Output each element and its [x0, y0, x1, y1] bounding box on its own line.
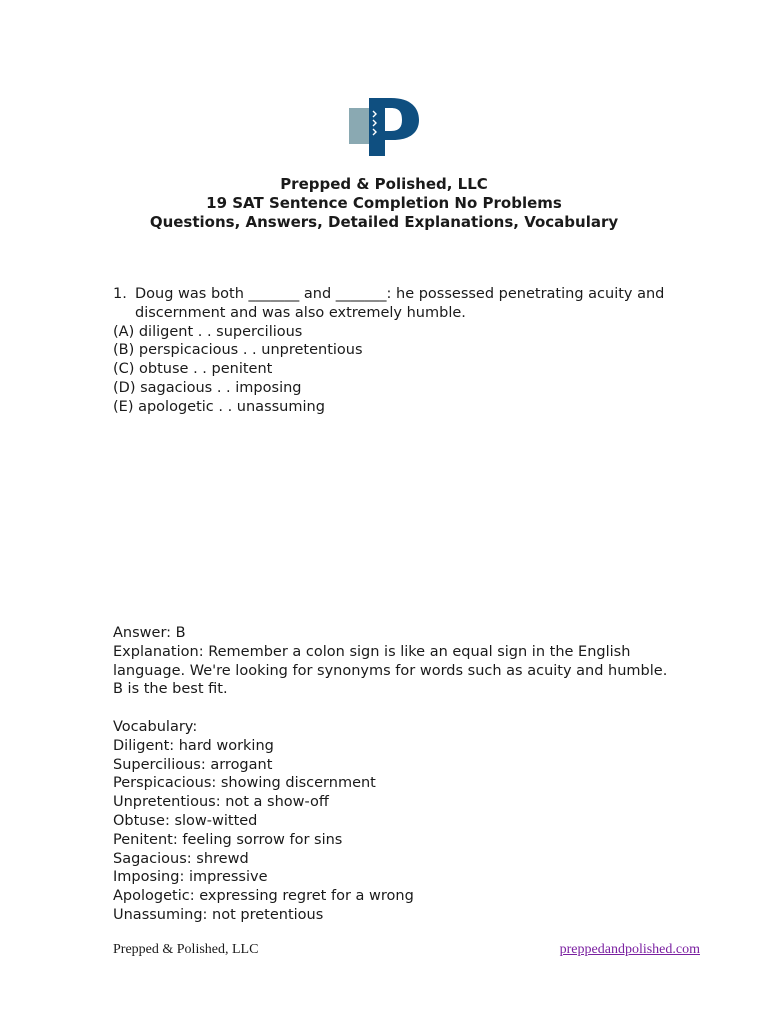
vocab-item: Obtuse: slow-witted [113, 812, 258, 829]
choice-b: (B) perspicacious . . unpretentious [113, 342, 363, 359]
vocab-item: Unpretentious: not a show-off [113, 794, 329, 811]
choice-d: (D) sagacious . . imposing [113, 379, 302, 396]
choice-c: (C) obtuse . . penitent [113, 361, 273, 378]
vocabulary-heading: Vocabulary: [113, 718, 198, 735]
vocab-item: Supercilious: arrogant [113, 756, 273, 773]
pp-logo-icon [349, 96, 421, 156]
spacer [113, 699, 673, 718]
answer-line: Answer: B [113, 625, 186, 641]
vocab-item: Unassuming: not pretentious [113, 906, 324, 923]
document-subtitle: Questions, Answers, Detailed Explanations, Vocabulary [149, 212, 619, 231]
question-number: 1. [113, 286, 127, 302]
company-title: Prepped & Polished, LLC [280, 175, 488, 193]
vocab-item: Perspicacious: showing discernment [113, 775, 376, 792]
explanation-text: Explanation: Remember a colon sign is like an equal sign in the English language. We're looking for synonyms for words such as acuity and humble. B is the best fit. [113, 643, 668, 698]
vocab-item: Penitent: feeling sorrow for sins [113, 831, 343, 848]
footer-website-link[interactable]: preppedandpolished.com [559, 942, 700, 957]
vocab-item: Diligent: hard working [113, 737, 274, 754]
document-header [0, 175, 768, 231]
choice-e: (E) apologetic . . unassuming [113, 398, 325, 415]
answer-section [113, 624, 673, 925]
question-stem-row [113, 285, 673, 323]
document-title: 19 SAT Sentence Completion No Problems [206, 193, 562, 212]
choice-a: (A) diligent . . supercilious [113, 323, 303, 340]
vocab-item: Imposing: impressive [113, 869, 268, 886]
footer-company: Prepped & Polished, LLC [113, 942, 259, 957]
vocab-item: Apologetic: expressing regret for a wrong [113, 888, 414, 905]
question-1 [113, 285, 673, 417]
vocab-item: Sagacious: shrewd [113, 850, 249, 867]
question-stem: Doug was both _______ and _______: he possessed penetrating acuity and discernment and was also extremely humble. [135, 286, 665, 321]
